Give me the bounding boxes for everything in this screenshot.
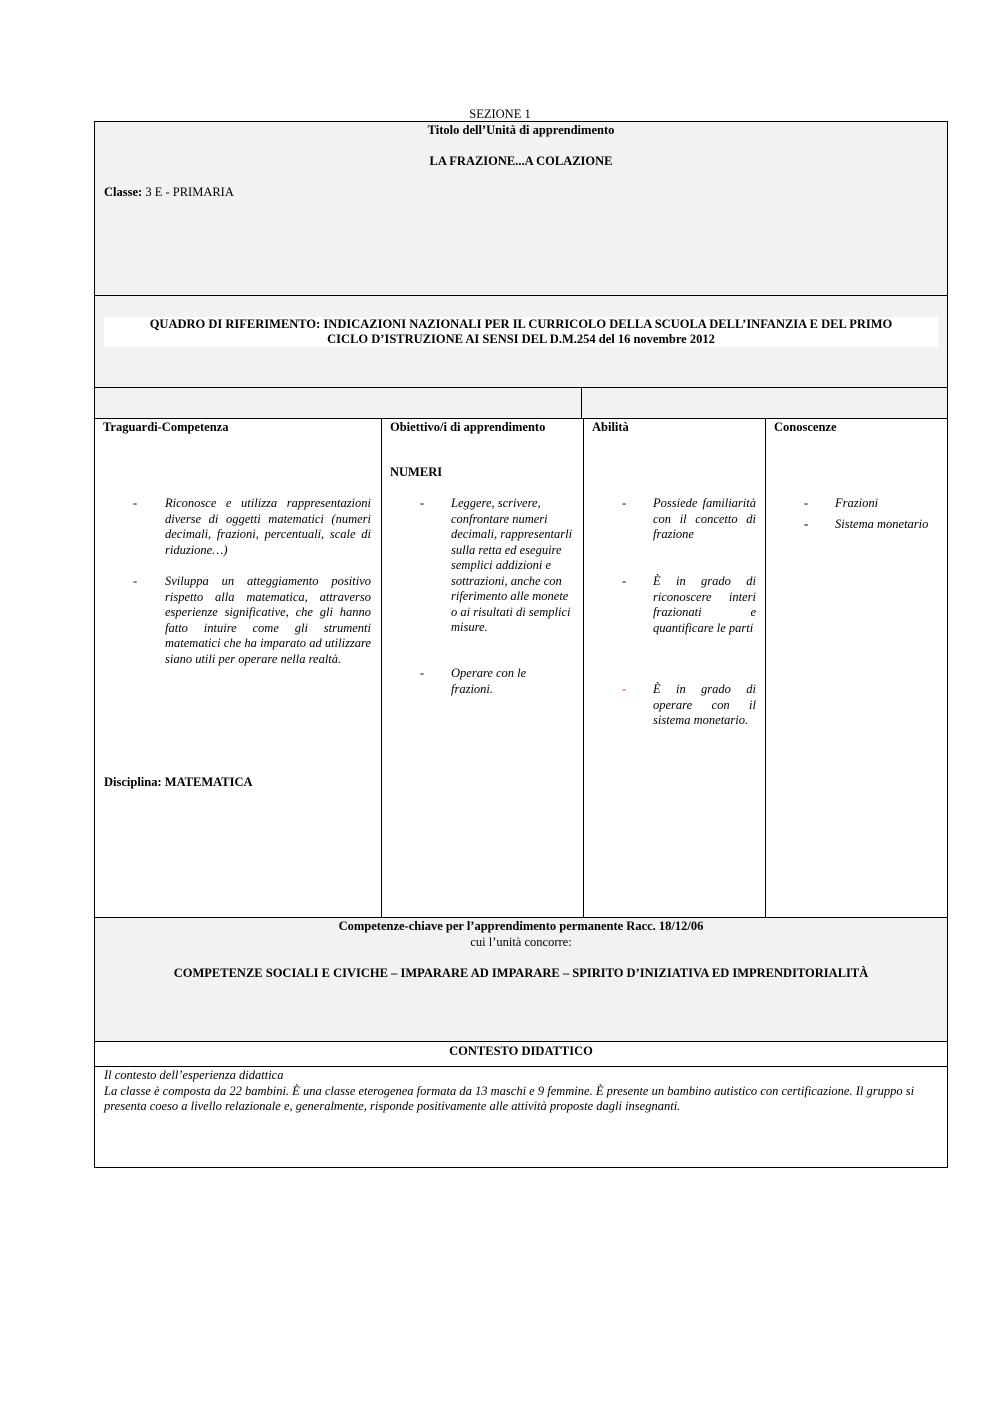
traguardo-item: Sviluppa un atteggiamento positivo rispetto alla matematica, attraverso esperienze significative, che gli hanno fatto intuire come gli strumenti matematici che ha imparato ad utilizzare siano utili per operare nella realtà.	[165, 574, 371, 666]
key-competences-title: Competenze-chiave per l’apprendimento permanente Racc. 18/12/06	[338, 919, 704, 933]
traguardo-item: Riconosce e utilizza rappresentazioni diverse di oggetti matematici (numeri decimali, frazioni, percentuali, scale di riduzione…)	[165, 496, 371, 557]
discipline-label: Disciplina:	[104, 775, 162, 789]
discipline-line	[104, 775, 253, 790]
traguardi-column	[95, 419, 381, 918]
bullet: -	[804, 517, 809, 531]
reference-line-1: QUADRO DI RIFERIMENTO: INDICAZIONI NAZIONALI PER IL CURRICOLO DELLA SCUOLA DELL’INFANZIA E DEL PRIMO	[149, 317, 893, 331]
bullet: -	[622, 574, 627, 588]
obiettivo-item: Operare con le frazioni.	[451, 666, 527, 696]
section-number: SEZIONE 1	[469, 107, 531, 121]
key-competences-block	[95, 918, 947, 1042]
bullet: -	[420, 496, 425, 510]
bullet: -	[420, 666, 425, 680]
obiettivo-item: Leggere, scrivere, confrontare numeri decimali, rappresentarli sulla retta ed eseguire semplici addizioni e sottrazioni, anche con riferimento alle monete o ai risultati di semplici misure.	[451, 496, 573, 634]
class-value: 3 E - PRIMARIA	[142, 185, 234, 199]
conoscenze-header: Conoscenze	[774, 420, 837, 434]
bullet-red: -	[622, 682, 627, 696]
bullet: -	[804, 496, 809, 510]
context-subtitle: Il contesto dell’esperienza didattica	[104, 1068, 284, 1082]
divider	[581, 388, 582, 419]
context-header	[95, 1042, 947, 1067]
title-label: Titolo dell’Unità di apprendimento	[427, 123, 615, 137]
conoscenza-item: Sistema monetario	[835, 517, 929, 531]
class-label: Classe:	[104, 185, 143, 199]
obiettivi-column	[381, 419, 583, 918]
conoscenze-column	[765, 419, 947, 918]
context-description: La classe è composta da 22 bambini. È una classe eterogenea formata da 13 maschi e 9 femmine. È presente un bambino autistico con certificazione. Il gruppo si presenta coeso a livello relazionale e, generalmente, risponde positivamente alle attività proposte dagli insegnanti.	[104, 1083, 915, 1113]
abilita-item: Possiede familiarità con il concetto di frazione	[653, 496, 756, 541]
numeri-subheader: NUMERI	[390, 465, 443, 479]
header-block	[95, 122, 947, 296]
traguardi-header: Traguardi-Competenza	[103, 420, 229, 434]
reference-line-2: CICLO D’ISTRUZIONE AI SENSI DEL D.M.254 del 16 novembre 2012	[327, 332, 715, 346]
class-line	[104, 185, 234, 200]
key-competences-subtitle: cui l’unità concorre:	[470, 935, 572, 949]
uda-table	[94, 121, 948, 1168]
bullet: -	[133, 574, 138, 588]
abilita-column	[583, 419, 765, 918]
discipline-value: MATEMATICA	[161, 775, 253, 789]
context-text	[104, 1068, 934, 1115]
abilita-header: Abilità	[592, 420, 629, 434]
reference-framework-block	[95, 296, 947, 388]
context-body	[95, 1067, 947, 1167]
abilita-item: È in grado di operare con il sistema monetario.	[653, 682, 756, 727]
abilita-item: È in grado di riconoscere interi frazionati e quantificare le parti	[653, 574, 756, 635]
columns-row	[95, 419, 947, 918]
context-title: CONTESTO DIDATTICO	[449, 1044, 593, 1058]
obiettivi-header: Obiettivo/i di apprendimento	[390, 420, 546, 434]
bullet: -	[622, 496, 627, 510]
key-competences-list: COMPETENZE SOCIALI E CIVICHE – IMPARARE AD IMPARARE – SPIRITO D’INIZIATIVA ED IMPRENDITORIALITÀ	[173, 966, 869, 980]
unit-title: LA FRAZIONE...A COLAZIONE	[429, 154, 613, 168]
empty-row	[95, 388, 947, 419]
bullet: -	[133, 496, 138, 510]
conoscenza-item: Frazioni	[835, 496, 879, 510]
reference-framework-box	[104, 317, 938, 347]
